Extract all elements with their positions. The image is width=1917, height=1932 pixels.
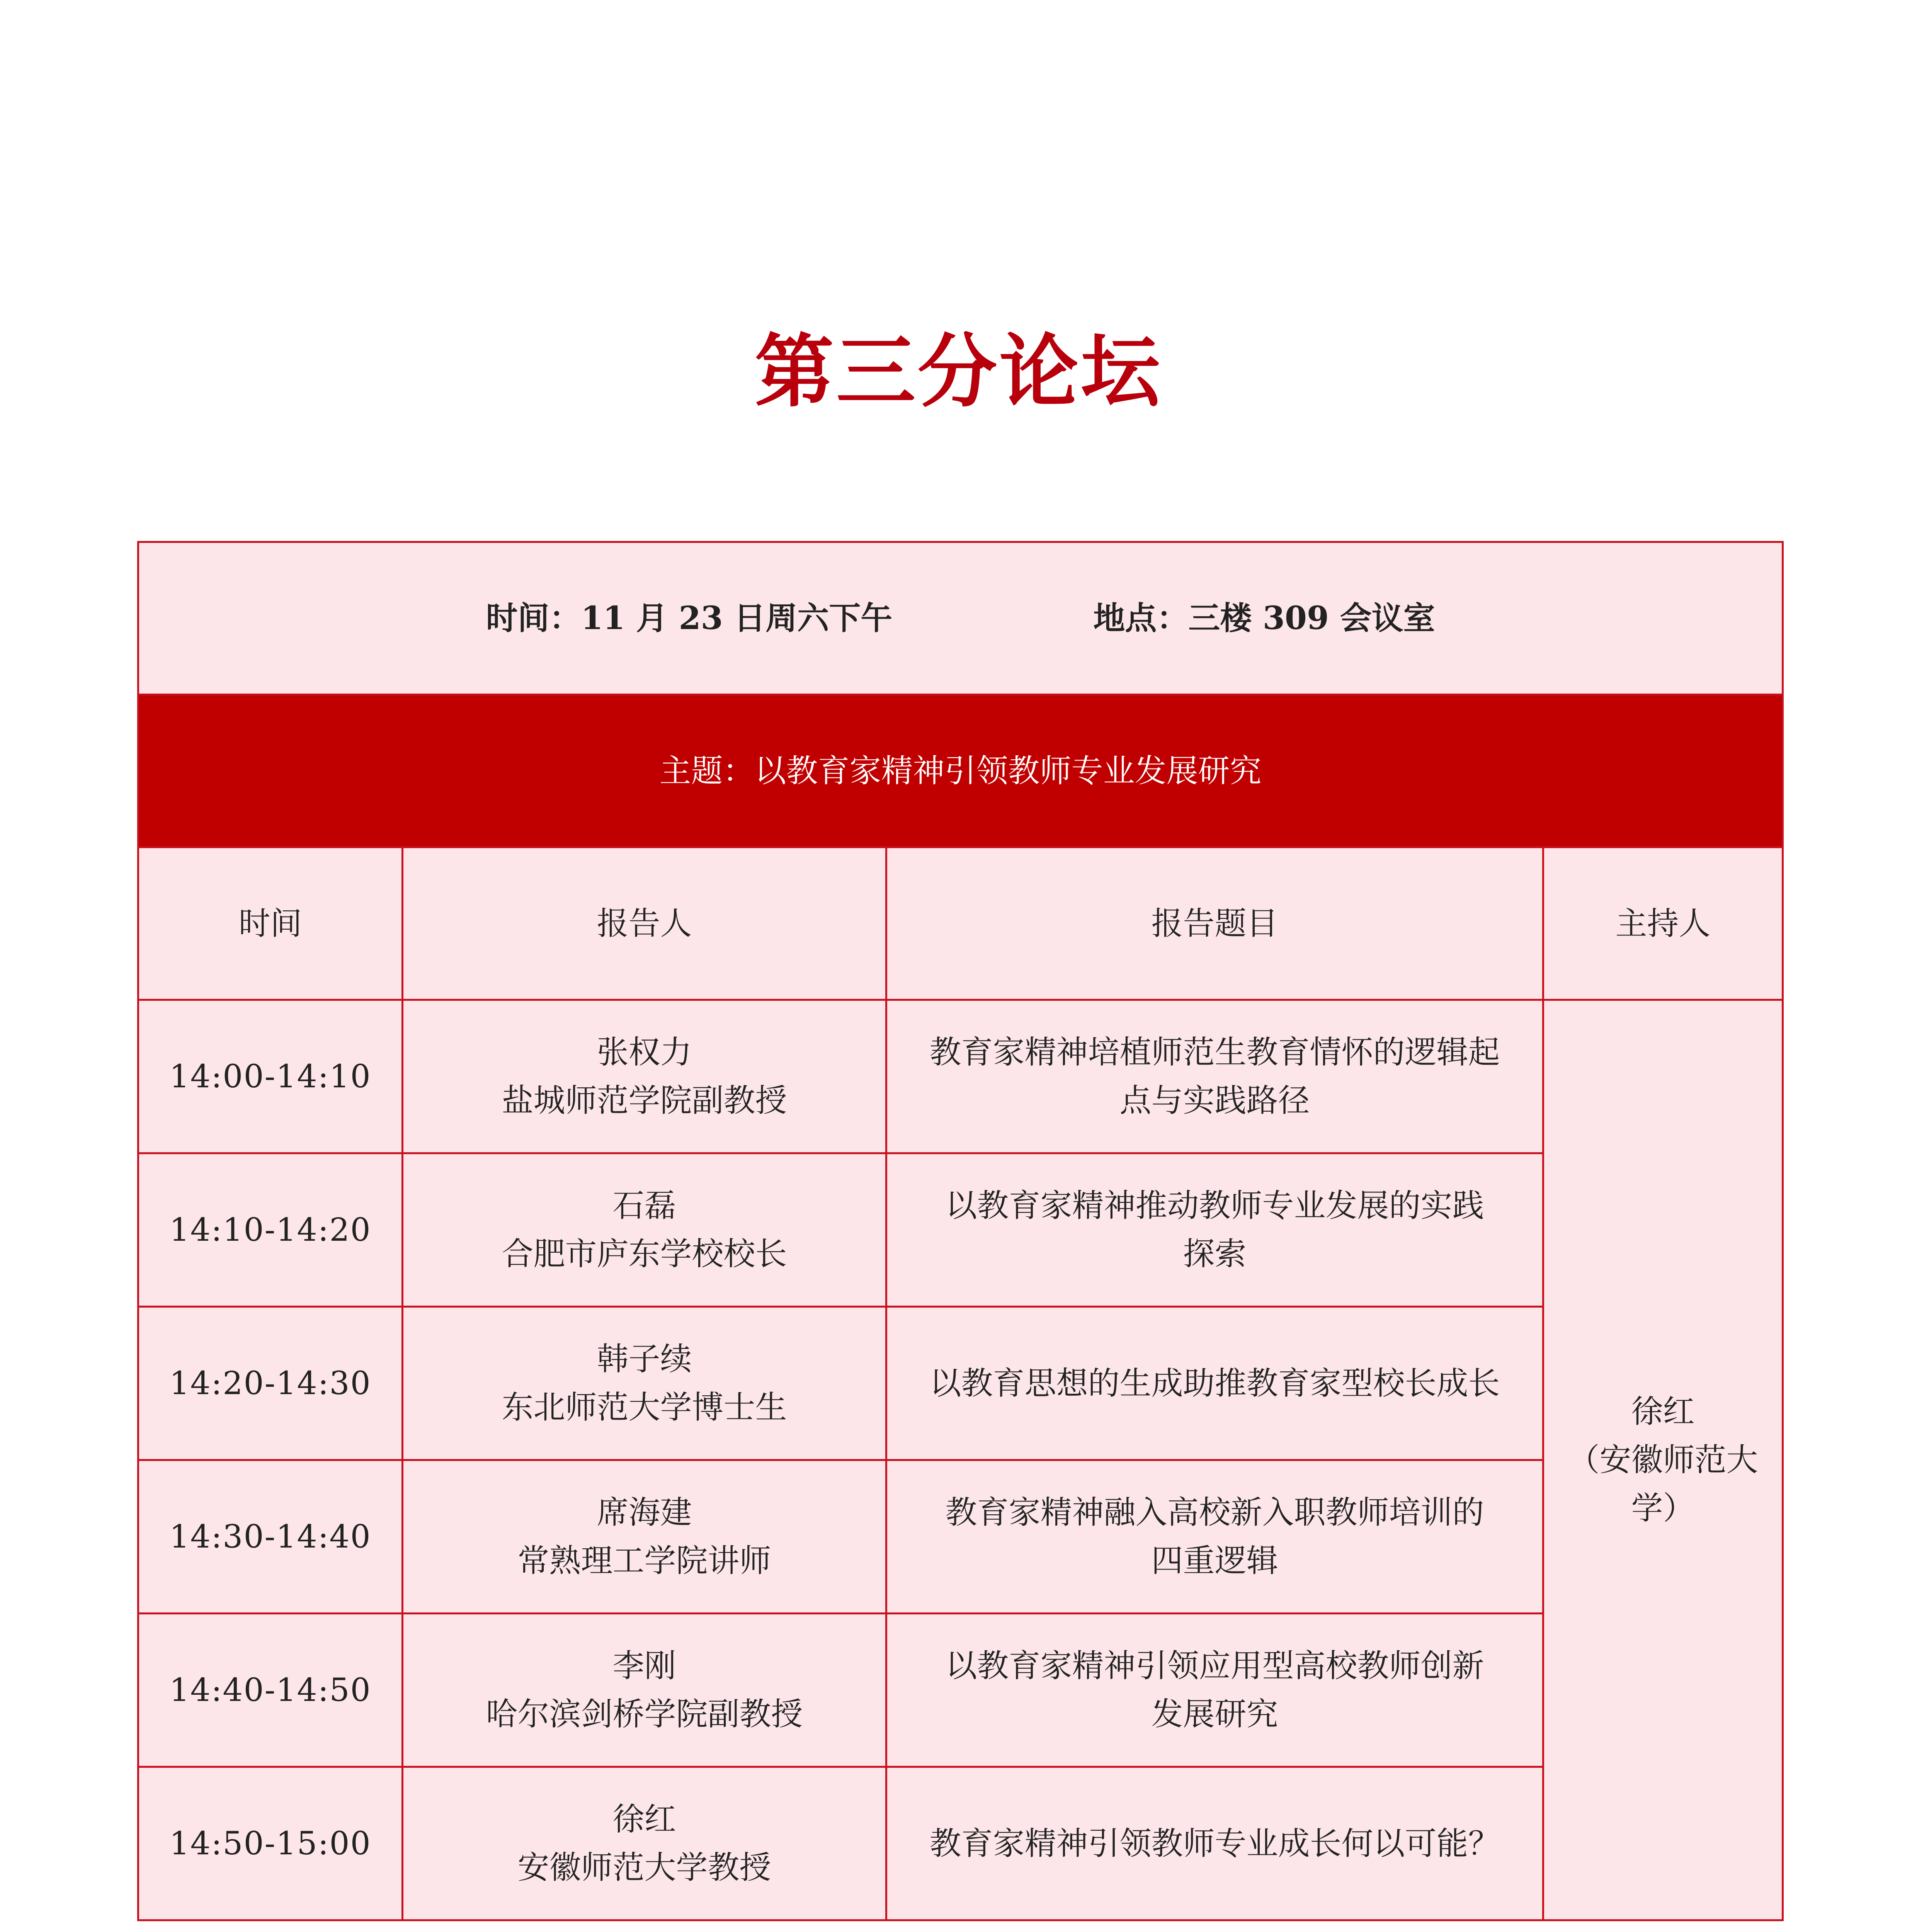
topic-line: 四重逻辑 — [1151, 1543, 1278, 1579]
table-row — [138, 1460, 1783, 1614]
table-row — [138, 1614, 1783, 1767]
column-header-time: 时间 — [138, 847, 403, 1000]
session-location: 地点：三楼 309 会议室 — [1093, 599, 1435, 637]
speaker-name: 韩子续 — [597, 1341, 692, 1378]
table-header-row — [138, 847, 1783, 1000]
topic-line: 以教育家精神推动教师专业发展的实践 — [945, 1187, 1484, 1224]
topic-line: 教育家精神引领教师专业成长何以可能？ — [929, 1825, 1500, 1862]
speaker-cell — [403, 1000, 886, 1153]
column-header-speaker: 报告人 — [403, 847, 886, 1000]
info-row — [138, 542, 1783, 695]
topic-line: 教育家精神融入高校新入职教师培训的 — [945, 1494, 1484, 1531]
page-title: 第三分论坛 — [755, 325, 1162, 418]
time-cell: 14:30-14:40 — [138, 1460, 403, 1614]
time-cell: 14:10-14:20 — [138, 1153, 403, 1307]
topic-cell — [886, 1614, 1543, 1767]
topic-line: 发展研究 — [1151, 1696, 1278, 1733]
schedule-table — [137, 541, 1784, 1921]
host-cell — [1543, 1000, 1783, 1920]
speaker-cell — [403, 1307, 886, 1460]
speaker-affiliation: 合肥市庐东学校校长 — [502, 1236, 787, 1272]
speaker-affiliation: 安徽师范大学教授 — [517, 1849, 771, 1886]
speaker-name: 徐红 — [612, 1801, 676, 1838]
speaker-affiliation: 盐城师范学院副教授 — [502, 1082, 787, 1119]
speaker-name: 石磊 — [612, 1187, 676, 1224]
table-row — [138, 1307, 1783, 1460]
speaker-affiliation: 东北师范大学博士生 — [502, 1389, 787, 1426]
speaker-cell — [403, 1614, 886, 1767]
speaker-affiliation: 常熟理工学院讲师 — [517, 1543, 771, 1579]
table-row — [138, 1000, 1783, 1153]
topic-cell — [886, 1767, 1543, 1920]
topic-line: 以教育思想的生成助推教育家型校长成长 — [929, 1365, 1500, 1402]
table-row — [138, 1153, 1783, 1307]
topic-cell — [886, 1000, 1543, 1153]
speaker-name: 李刚 — [612, 1648, 676, 1684]
session-time: 时间：11 月 23 日周六下午 — [486, 599, 893, 637]
speaker-cell — [403, 1460, 886, 1614]
topic-cell — [886, 1307, 1543, 1460]
table-row — [138, 1767, 1783, 1920]
time-cell: 14:40-14:50 — [138, 1614, 403, 1767]
time-cell: 14:50-15:00 — [138, 1767, 403, 1920]
time-cell: 14:00-14:10 — [138, 1000, 403, 1153]
topic-line: 以教育家精神引领应用型高校教师创新 — [945, 1648, 1484, 1684]
host-name: 徐红 — [1631, 1393, 1695, 1430]
host-affiliation-line: 学） — [1631, 1490, 1695, 1527]
topic-line: 教育家精神培植师范生教育情怀的逻辑起 — [929, 1034, 1500, 1071]
info-cell — [138, 542, 1783, 695]
column-header-topic: 报告题目 — [886, 847, 1543, 1000]
speaker-name: 席海建 — [597, 1494, 692, 1531]
time-cell: 14:20-14:30 — [138, 1307, 403, 1460]
speaker-name: 张权力 — [597, 1034, 692, 1071]
topic-line: 点与实践路径 — [1119, 1082, 1310, 1119]
speaker-affiliation: 哈尔滨剑桥学院副教授 — [486, 1696, 803, 1733]
host-affiliation-line: （安徽师范大 — [1568, 1442, 1758, 1478]
speaker-cell — [403, 1153, 886, 1307]
topic-cell — [886, 1153, 1543, 1307]
column-header-host: 主持人 — [1543, 847, 1783, 1000]
theme-row — [138, 695, 1783, 847]
topic-line: 探索 — [1183, 1236, 1247, 1272]
topic-cell — [886, 1460, 1543, 1614]
theme-cell: 主题：以教育家精神引领教师专业发展研究 — [138, 695, 1783, 847]
speaker-cell — [403, 1767, 886, 1920]
